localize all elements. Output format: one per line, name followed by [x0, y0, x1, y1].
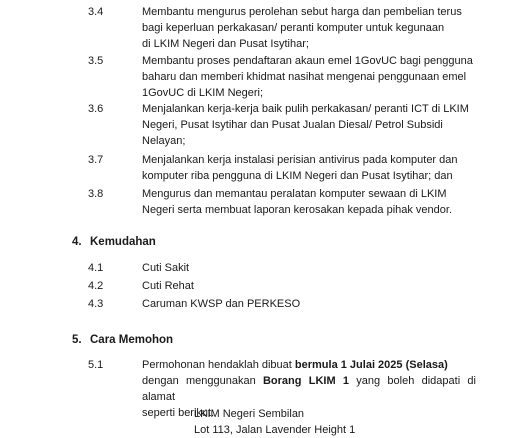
item-line: baharu dan memberi khidmat nasihat mengenai penggunaan emel — [142, 71, 467, 83]
section-title: Kemudahan — [90, 236, 156, 248]
item-line: Menjalankan kerja instalasi perisian antivirus pada komputer dan — [142, 154, 458, 166]
item-line: komputer riba pengguna di LKIM Negeri dan Pusat Isytihar; dan — [142, 170, 453, 182]
section-number: 5. — [72, 334, 82, 346]
item-number: 3.7 — [88, 154, 104, 166]
address-line: Lot 113, Jalan Lavender Height 1 — [194, 424, 356, 436]
item-line: Negeri, Pusat Isytihar dan Pusat Jualan Diesal/ Petrol Subsidi — [142, 119, 443, 131]
item-line: Permohonan hendaklah dibuat bermula 1 Julai 2025 (Selasa) — [142, 359, 448, 371]
benefit-item: Cuti Sakit — [142, 262, 190, 274]
duty-item — [142, 4, 464, 52]
benefit-item: Cuti Rehat — [142, 280, 194, 292]
item-number: 3.4 — [88, 6, 104, 18]
item-line: 1GovUC di LKIM Negeri; — [142, 87, 264, 99]
item-line: Membantu mengurus perolehan sebut harga dan pembelian terus — [142, 6, 462, 18]
item-number: 4.1 — [88, 262, 104, 274]
duty-item — [142, 186, 476, 218]
item-line: bagi keperluan perkakasan/ peranti komputer untuk kegunaan — [142, 22, 445, 34]
item-line: dengan menggunakan Borang LKIM 1 yang boleh didapati di alamat — [142, 375, 476, 403]
item-line: Menjalankan kerja-kerja baik pulih perkakasan/ peranti ICT di LKIM — [142, 103, 469, 115]
item-line: seperti berikut: — [142, 407, 215, 419]
address-line: LKIM Negeri Sembilan — [194, 408, 305, 420]
start-date: bermula 1 Julai 2025 (Selasa) — [294, 359, 448, 371]
item-number: 3.5 — [88, 55, 104, 67]
duty-item — [142, 101, 476, 149]
item-line: Mengurus dan memantau peralatan komputer sewaan di LKIM — [142, 188, 447, 200]
duty-item — [142, 53, 476, 101]
item-number: 4.2 — [88, 280, 104, 292]
duty-item — [142, 152, 476, 184]
item-line: Negeri serta membuat laporan kerosakan kepada pihak vendor. — [142, 204, 453, 216]
apply-item — [142, 357, 476, 421]
item-number: 4.3 — [88, 298, 104, 310]
benefit-item: Caruman KWSP dan PERKESO — [142, 298, 301, 310]
item-number: 3.8 — [88, 188, 104, 200]
item-number: 5.1 — [88, 359, 104, 371]
item-line: Membantu proses pendaftaran akaun emel 1GovUC bagi pengguna — [142, 55, 473, 67]
form-name: Borang LKIM 1 — [262, 375, 350, 387]
item-number: 3.6 — [88, 103, 104, 115]
item-line: Nelayan; — [142, 135, 186, 147]
item-line: di LKIM Negeri dan Pusat Isytihar; — [142, 38, 309, 50]
section-number: 4. — [72, 236, 82, 248]
section-title: Cara Memohon — [90, 334, 174, 346]
